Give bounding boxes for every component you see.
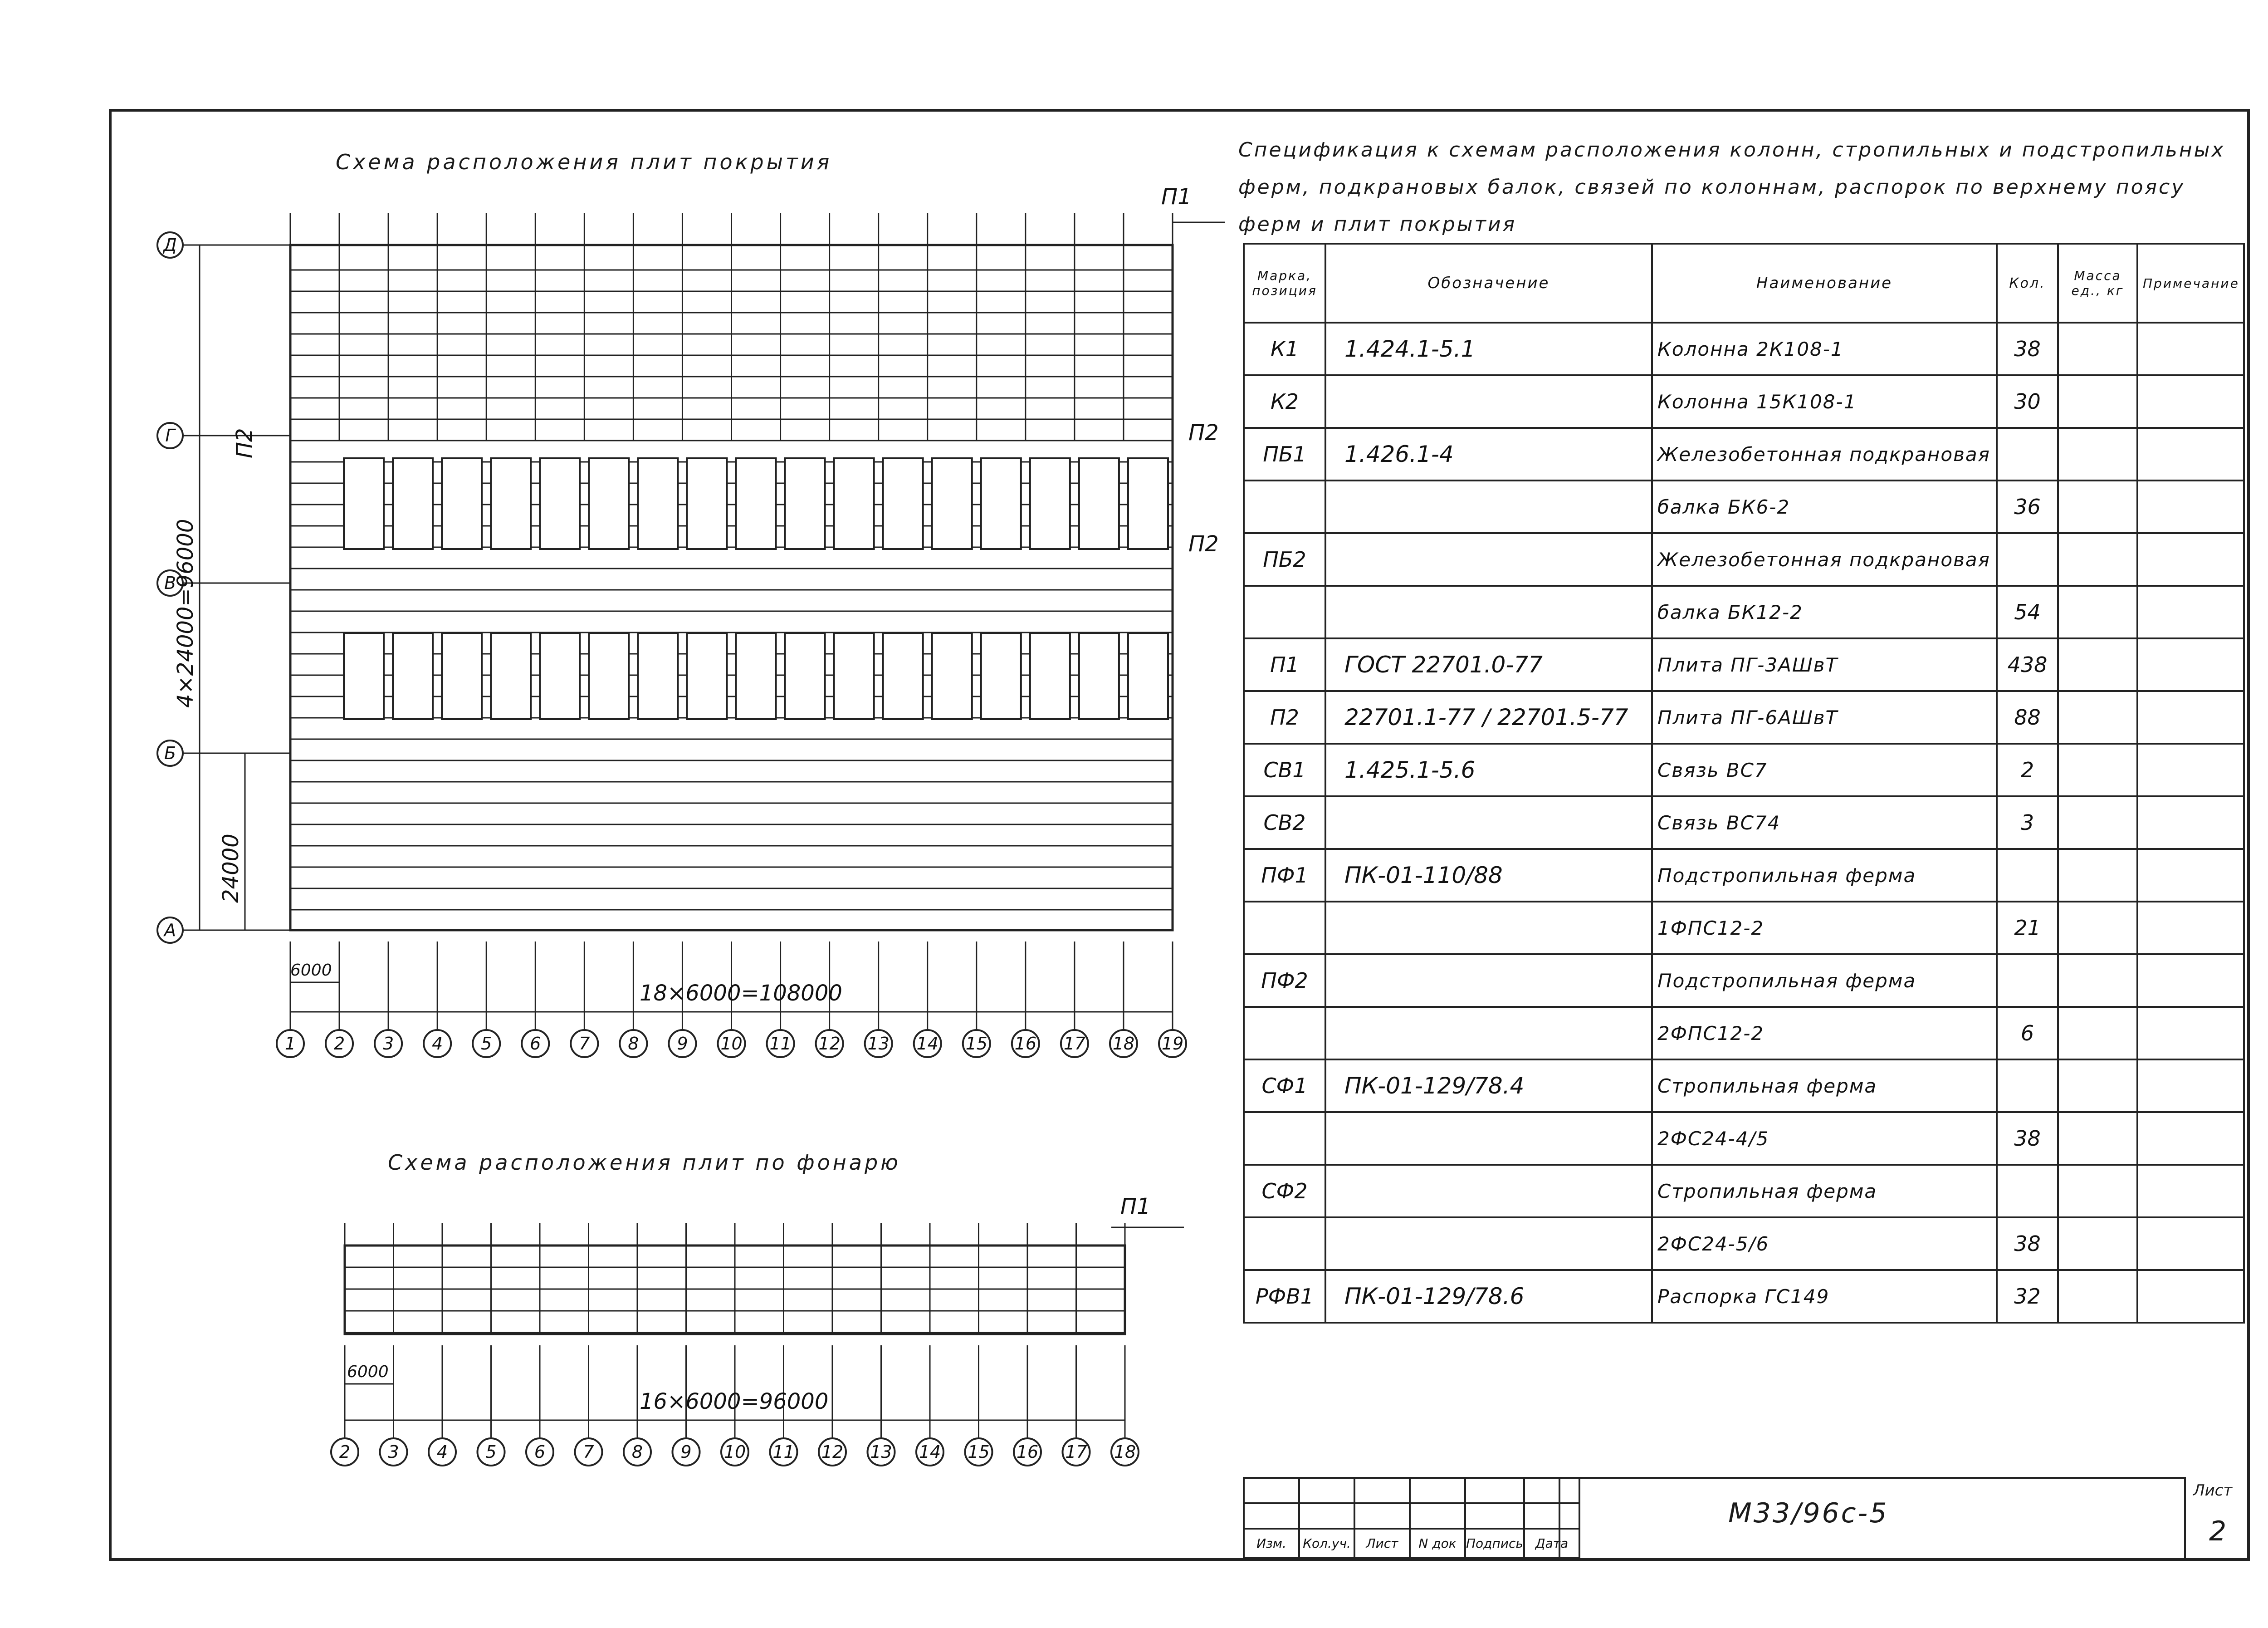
- spec-cell-mass: [2058, 1112, 2137, 1165]
- spec-cell-name: Стропильная ферма: [1652, 1165, 1997, 1217]
- spec-cell-mass: [2058, 1059, 2137, 1112]
- spec-cell-name: 1ФПС12-2: [1652, 902, 1997, 954]
- spec-cell-mass: [2058, 428, 2137, 481]
- spec-cell-mark: ПФ1: [1244, 849, 1325, 902]
- spec-cell-note: [2137, 638, 2244, 691]
- spec-cell-name: Железобетонная подкрановая: [1652, 533, 1997, 586]
- spec-cell-mass: [2058, 1007, 2137, 1059]
- spec-cell-qty: 38: [1997, 1217, 2058, 1270]
- header-qty: Кол.: [1997, 244, 2058, 323]
- spec-row: [1244, 375, 2244, 428]
- stamp-ndoc: N док: [1410, 1529, 1465, 1558]
- spec-cell-qty: 2: [1997, 744, 2058, 796]
- lantern-opening: [638, 633, 678, 719]
- column-axis-label: 17: [1063, 1034, 1086, 1054]
- spec-cell-note: [2137, 1217, 2244, 1270]
- lantern-opening: [442, 458, 482, 549]
- column-axis-label: 18: [1112, 1034, 1135, 1054]
- spec-cell-oboz: [1325, 586, 1652, 638]
- spec-cell-oboz: [1325, 481, 1652, 533]
- stamp-podpis: Подпись: [1465, 1529, 1524, 1558]
- spec-cell-mass: [2058, 375, 2137, 428]
- lantern-axis-label: 2: [339, 1442, 351, 1462]
- lantern-opening: [540, 633, 580, 719]
- spec-cell-mark: ПБ2: [1244, 533, 1325, 586]
- lantern-dim-total: 16×6000=96000: [640, 1389, 829, 1414]
- spec-cell-qty: 30: [1997, 375, 2058, 428]
- spec-row: [1244, 796, 2244, 849]
- spec-cell-mass: [2058, 954, 2137, 1007]
- spec-cell-note: [2137, 481, 2244, 533]
- spec-cell-note: [2137, 428, 2244, 481]
- spec-cell-qty: [1997, 1165, 2058, 1217]
- lantern-opening: [442, 633, 482, 719]
- lantern-axis-label: 4: [436, 1442, 448, 1462]
- dim-span-y: 24000: [218, 834, 244, 903]
- spec-cell-qty: 88: [1997, 691, 2058, 744]
- spec-row: [1244, 902, 2244, 954]
- label-p1: П1: [1161, 184, 1192, 210]
- spec-cell-note: [2137, 586, 2244, 638]
- column-axis-label: 14: [916, 1034, 938, 1054]
- spec-cell-mark: [1244, 481, 1325, 533]
- column-axis-label: 8: [628, 1034, 639, 1054]
- lantern-opening: [1128, 633, 1168, 719]
- lantern-label-p1: П1: [1120, 1194, 1151, 1219]
- stamp-izm: Изм.: [1244, 1529, 1299, 1558]
- spec-title: Спецификация к схемам расположения колонн, стропильных и подстропильных ферм, подкрановых балок, связей по колоннам, распорок по верхнему поясу ферм и плит покрытия: [1238, 138, 2225, 236]
- lantern-opening: [344, 633, 384, 719]
- spec-cell-note: [2137, 1059, 2244, 1112]
- row-axis-label: Б: [164, 743, 176, 763]
- spec-cell-note: [2137, 1270, 2244, 1323]
- lantern-opening: [883, 633, 923, 719]
- spec-cell-note: [2137, 533, 2244, 586]
- lantern-title: Схема расположения плит по фонарю: [388, 1150, 901, 1175]
- spec-cell-oboz: [1325, 902, 1652, 954]
- spec-row: [1244, 586, 2244, 638]
- spec-row: [1244, 849, 2244, 902]
- spec-cell-mass: [2058, 1165, 2137, 1217]
- spec-cell-oboz: [1325, 1217, 1652, 1270]
- spec-cell-mark: РФВ1: [1244, 1270, 1325, 1323]
- stamp-data: Дата: [1524, 1529, 1579, 1558]
- lantern-axis-label: 15: [968, 1442, 990, 1462]
- spec-cell-mass: [2058, 323, 2137, 375]
- lantern-opening: [736, 458, 776, 549]
- lantern-opening: [834, 633, 874, 719]
- lantern-opening: [1030, 633, 1070, 719]
- lantern-axis-label: 11: [772, 1442, 795, 1462]
- spec-row: [1244, 1059, 2244, 1112]
- lantern-dim-bay: 6000: [347, 1363, 389, 1381]
- spec-cell-oboz: [1325, 1112, 1652, 1165]
- spec-row: [1244, 744, 2244, 796]
- spec-cell-name: Стропильная ферма: [1652, 1059, 1997, 1112]
- spec-cell-mass: [2058, 902, 2137, 954]
- spec-cell-oboz: ГОСТ 22701.0-77: [1325, 638, 1652, 691]
- lantern-opening: [687, 633, 727, 719]
- spec-cell-name: Плита ПГ-6АШвТ: [1652, 691, 1997, 744]
- spec-cell-oboz: [1325, 954, 1652, 1007]
- spec-cell-mark: К2: [1244, 375, 1325, 428]
- lantern-axis-label: 6: [534, 1442, 546, 1462]
- spec-cell-name: Железобетонная подкрановая: [1652, 428, 1997, 481]
- lantern-axis-label: 3: [388, 1442, 399, 1462]
- spec-cell-note: [2137, 1112, 2244, 1165]
- spec-cell-qty: 438: [1997, 638, 2058, 691]
- lantern-opening: [883, 458, 923, 549]
- column-axis-label: 7: [579, 1034, 590, 1054]
- header-oboz: Обозначение: [1325, 244, 1652, 323]
- label-p2-lower: П2: [1188, 531, 1219, 557]
- lantern-opening: [785, 633, 825, 719]
- lantern-opening: [981, 633, 1021, 719]
- spec-cell-name: Колонна 2К108-1: [1652, 323, 1997, 375]
- dim-bay-x: 6000: [290, 961, 332, 980]
- spec-cell-qty: 54: [1997, 586, 2058, 638]
- spec-cell-oboz: ПК-01-129/78.6: [1325, 1270, 1652, 1323]
- lantern-opening: [1030, 458, 1070, 549]
- header-mass: Масса ед., кг: [2058, 244, 2137, 323]
- column-axis-label: 9: [677, 1034, 688, 1054]
- lantern-opening: [1079, 458, 1119, 549]
- lantern-opening: [981, 458, 1021, 549]
- lantern-opening: [589, 633, 629, 719]
- spec-cell-note: [2137, 744, 2244, 796]
- lantern-opening: [491, 458, 531, 549]
- spec-row: [1244, 954, 2244, 1007]
- lantern-opening: [638, 458, 678, 549]
- column-axis-label: 3: [383, 1034, 394, 1054]
- lantern-opening: [932, 458, 972, 549]
- spec-cell-oboz: 1.425.1-5.6: [1325, 744, 1652, 796]
- document-code: М33/96с-5: [1728, 1497, 1889, 1529]
- spec-cell-qty: 32: [1997, 1270, 2058, 1323]
- lantern-axis-label: 5: [485, 1442, 497, 1462]
- spec-row: [1244, 1007, 2244, 1059]
- spec-cell-oboz: [1325, 533, 1652, 586]
- spec-cell-mark: П1: [1244, 638, 1325, 691]
- spec-cell-qty: 38: [1997, 323, 2058, 375]
- lantern-opening: [1128, 458, 1168, 549]
- spec-cell-qty: 6: [1997, 1007, 2058, 1059]
- column-axis-label: 12: [818, 1034, 841, 1054]
- lantern-opening: [785, 458, 825, 549]
- spec-row: [1244, 638, 2244, 691]
- spec-cell-note: [2137, 375, 2244, 428]
- spec-cell-mark: [1244, 1217, 1325, 1270]
- spec-cell-mark: [1244, 902, 1325, 954]
- spec-row: [1244, 323, 2244, 375]
- spec-cell-oboz: 1.424.1-5.1: [1325, 323, 1652, 375]
- dim-total-x: 18×6000=108000: [640, 981, 842, 1006]
- lantern-opening: [589, 458, 629, 549]
- spec-cell-mass: [2058, 586, 2137, 638]
- spec-cell-mark: [1244, 1007, 1325, 1059]
- dim-total-y: 4×24000=96000: [173, 519, 198, 708]
- spec-cell-mark: СВ1: [1244, 744, 1325, 796]
- spec-cell-qty: [1997, 954, 2058, 1007]
- spec-cell-name: Плита ПГ-3АШвТ: [1652, 638, 1997, 691]
- row-axis-label: А: [164, 920, 176, 940]
- spec-cell-mass: [2058, 1217, 2137, 1270]
- spec-cell-oboz: ПК-01-110/88: [1325, 849, 1652, 902]
- spec-row: [1244, 481, 2244, 533]
- spec-cell-name: Подстропильная ферма: [1652, 954, 1997, 1007]
- lantern-opening: [736, 633, 776, 719]
- spec-cell-name: балка БК12-2: [1652, 586, 1997, 638]
- stamp-kol: Кол.уч.: [1299, 1529, 1354, 1558]
- lantern-axis-label: 14: [919, 1442, 941, 1462]
- header-name: Наименование: [1652, 244, 1997, 323]
- column-axis-label: 5: [481, 1034, 492, 1054]
- spec-cell-name: Связь ВС7: [1652, 744, 1997, 796]
- column-axis-label: 19: [1161, 1034, 1184, 1054]
- plan-title: Схема расположения плит покрытия: [336, 150, 832, 174]
- spec-cell-mass: [2058, 638, 2137, 691]
- row-axis-label: Г: [165, 426, 175, 446]
- spec-cell-mark: [1244, 1112, 1325, 1165]
- lantern-opening: [687, 458, 727, 549]
- spec-cell-qty: 38: [1997, 1112, 2058, 1165]
- spec-cell-note: [2137, 902, 2244, 954]
- lantern-axis-label: 13: [870, 1442, 892, 1462]
- sheet-label: Лист: [2193, 1481, 2233, 1500]
- lantern-axis-label: 18: [1114, 1442, 1136, 1462]
- spec-cell-mass: [2058, 796, 2137, 849]
- spec-cell-mark: СФ1: [1244, 1059, 1325, 1112]
- spec-cell-name: 2ФПС12-2: [1652, 1007, 1997, 1059]
- spec-row: [1244, 691, 2244, 744]
- lantern-axis-label: 16: [1016, 1442, 1039, 1462]
- spec-cell-note: [2137, 954, 2244, 1007]
- spec-cell-name: 2ФС24-5/6: [1652, 1217, 1997, 1270]
- spec-cell-oboz: [1325, 1007, 1652, 1059]
- lantern-axis-label: 8: [631, 1442, 643, 1462]
- column-axis-label: 10: [720, 1034, 743, 1054]
- spec-cell-oboz: [1325, 375, 1652, 428]
- spec-cell-mark: П2: [1244, 691, 1325, 744]
- spec-cell-note: [2137, 323, 2244, 375]
- spec-cell-oboz: 1.426.1-4: [1325, 428, 1652, 481]
- spec-cell-mark: ПБ1: [1244, 428, 1325, 481]
- spec-cell-mass: [2058, 1270, 2137, 1323]
- lantern-axis-label: 9: [680, 1442, 692, 1462]
- lantern-axis-label: 17: [1065, 1442, 1087, 1462]
- spec-cell-oboz: ПК-01-129/78.4: [1325, 1059, 1652, 1112]
- label-p2-left: П2: [232, 428, 257, 458]
- spec-cell-note: [2137, 796, 2244, 849]
- spec-row: [1244, 533, 2244, 586]
- spec-cell-name: 2ФС24-4/5: [1652, 1112, 1997, 1165]
- spec-cell-qty: [1997, 849, 2058, 902]
- spec-cell-name: Связь ВС74: [1652, 796, 1997, 849]
- lantern-opening: [932, 633, 972, 719]
- spec-cell-mark: ПФ2: [1244, 954, 1325, 1007]
- spec-cell-note: [2137, 1165, 2244, 1217]
- spec-cell-mark: [1244, 586, 1325, 638]
- lantern-opening: [344, 458, 384, 549]
- spec-row: [1244, 1270, 2244, 1323]
- column-axis-label: 15: [965, 1034, 987, 1054]
- lantern-opening: [540, 458, 580, 549]
- column-axis-label: 13: [867, 1034, 890, 1054]
- spec-cell-note: [2137, 849, 2244, 902]
- label-p2-upper: П2: [1188, 420, 1219, 446]
- lantern-axis-label: 12: [821, 1442, 844, 1462]
- spec-cell-mass: [2058, 533, 2137, 586]
- spec-cell-oboz: [1325, 1165, 1652, 1217]
- spec-header-row: [1244, 244, 2244, 323]
- lantern-axis-label: 10: [723, 1442, 746, 1462]
- column-axis-label: 11: [769, 1034, 792, 1054]
- spec-row: [1244, 1217, 2244, 1270]
- stamp-list: Лист: [1354, 1529, 1410, 1558]
- spec-cell-mass: [2058, 744, 2137, 796]
- column-axis-label: 16: [1014, 1034, 1037, 1054]
- spec-row: [1244, 1112, 2244, 1165]
- spec-cell-qty: 36: [1997, 481, 2058, 533]
- header-note: Примечание: [2137, 244, 2244, 323]
- row-axis-label: Д: [163, 235, 177, 255]
- lantern-opening: [491, 633, 531, 719]
- spec-cell-oboz: 22701.1-77 / 22701.5-77: [1325, 691, 1652, 744]
- spec-cell-name: Колонна 15К108-1: [1652, 375, 1997, 428]
- spec-cell-mark: СВ2: [1244, 796, 1325, 849]
- lantern-opening: [834, 458, 874, 549]
- column-axis-label: 2: [333, 1034, 345, 1054]
- spec-cell-mark: К1: [1244, 323, 1325, 375]
- column-axis-label: 6: [530, 1034, 541, 1054]
- spec-cell-oboz: [1325, 796, 1652, 849]
- spec-cell-qty: [1997, 1059, 2058, 1112]
- spec-cell-mass: [2058, 691, 2137, 744]
- spec-cell-qty: 21: [1997, 902, 2058, 954]
- spec-cell-qty: 3: [1997, 796, 2058, 849]
- spec-row: [1244, 1165, 2244, 1217]
- sheet-number: 2: [2209, 1515, 2227, 1547]
- spec-cell-note: [2137, 1007, 2244, 1059]
- lantern-opening: [393, 633, 433, 719]
- spec-cell-note: [2137, 691, 2244, 744]
- lantern-opening: [1079, 633, 1119, 719]
- lantern-axis-label: 7: [583, 1442, 594, 1462]
- spec-cell-mass: [2058, 481, 2137, 533]
- row-axis-label: В: [164, 573, 176, 593]
- header-mark: Марка, позиция: [1244, 244, 1325, 323]
- column-axis-label: 4: [432, 1034, 443, 1054]
- spec-cell-mark: СФ2: [1244, 1165, 1325, 1217]
- spec-cell-name: Распорка ГС149: [1652, 1270, 1997, 1323]
- lantern-opening: [393, 458, 433, 549]
- spec-table: [1243, 243, 2245, 1324]
- spec-cell-name: балка БК6-2: [1652, 481, 1997, 533]
- spec-cell-name: Подстропильная ферма: [1652, 849, 1997, 902]
- spec-row: [1244, 428, 2244, 481]
- column-axis-label: 1: [284, 1034, 296, 1054]
- spec-cell-qty: [1997, 428, 2058, 481]
- spec-cell-mass: [2058, 849, 2137, 902]
- spec-cell-qty: [1997, 533, 2058, 586]
